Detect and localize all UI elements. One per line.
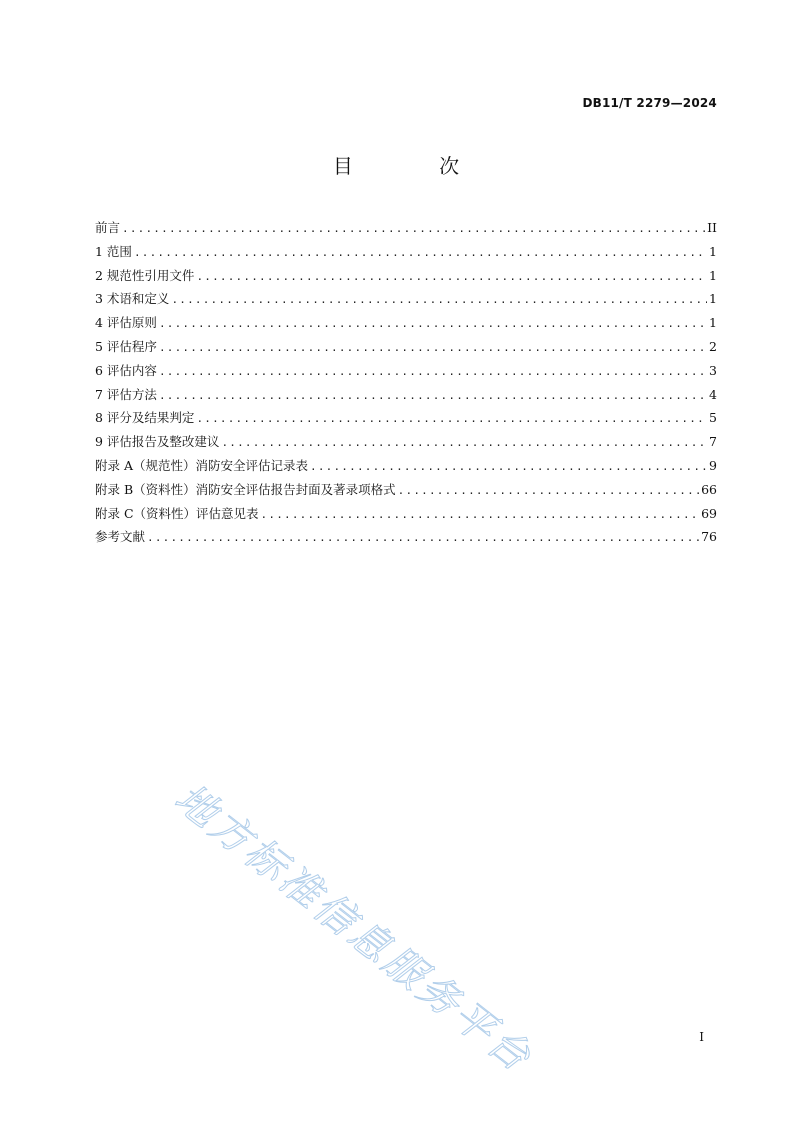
dot-leader — [221, 431, 707, 455]
dot-leader — [171, 288, 707, 312]
toc-entry-page: 66 — [701, 481, 717, 497]
toc-entry-label: 附录 B（资料性）消防安全评估报告封面及著录项格式 — [95, 481, 396, 497]
toc-entry-label: 7 评估方法 — [95, 386, 157, 402]
dot-leader — [147, 526, 699, 550]
toc-entry-label: 参考文献 — [95, 529, 146, 545]
toc-entry-label: 8 评分及结果判定 — [95, 410, 195, 426]
dot-leader — [196, 407, 707, 431]
toc-entry-page: 7 — [709, 434, 717, 450]
toc-entry-page: 1 — [709, 291, 717, 307]
toc-entry-label: 9 评估报告及整改建议 — [95, 434, 220, 450]
toc-entry-label: 附录 C（资料性）评估意见表 — [95, 505, 259, 521]
dot-leader — [310, 455, 707, 479]
toc-entry-label: 5 评估程序 — [95, 338, 157, 354]
toc-entry-page: 1 — [709, 243, 717, 259]
dot-leader — [134, 241, 707, 265]
toc-entry-content[interactable] — [95, 359, 717, 383]
toc-entry-label: 前言 — [95, 220, 121, 235]
toc-entry-report[interactable] — [95, 430, 717, 454]
toc-entry-terms-definitions[interactable] — [95, 287, 717, 311]
watermark: 地方标准信息服务平台 — [166, 775, 542, 1083]
toc-entry-scope[interactable] — [95, 240, 717, 264]
toc-entry-label: 4 评估原则 — [95, 315, 157, 331]
toc-entry-label: 6 评估内容 — [95, 362, 157, 378]
toc-entry-page: 4 — [709, 386, 717, 402]
toc-entry-scoring[interactable] — [95, 406, 717, 430]
toc-entry-appendix-c[interactable] — [95, 502, 717, 526]
toc-entry-page: 3 — [709, 362, 717, 378]
toc-entry-page: 1 — [709, 315, 717, 331]
dot-leader — [159, 384, 707, 408]
toc-entry-page: 1 — [709, 267, 717, 283]
toc-entry-appendix-a[interactable] — [95, 454, 717, 478]
toc-entry-page: 9 — [709, 457, 717, 473]
toc-entry-methods[interactable] — [95, 383, 717, 407]
toc-entry-page: 5 — [709, 410, 717, 426]
dot-leader — [122, 217, 705, 241]
toc-entry-normative-references[interactable] — [95, 264, 717, 288]
toc-entry-label: 3 术语和定义 — [95, 291, 170, 307]
table-of-contents — [95, 216, 717, 549]
toc-entry-procedure[interactable] — [95, 335, 717, 359]
toc-entry-label: 附录 A（规范性）消防安全评估记录表 — [95, 457, 309, 473]
dot-leader — [159, 360, 707, 384]
toc-entry-label: 2 规范性引用文件 — [95, 267, 195, 283]
toc-entry-bibliography[interactable] — [95, 525, 717, 549]
dot-leader — [159, 336, 707, 360]
document-code: DB11/T 2279—2024 — [582, 96, 717, 110]
toc-entry-label: 1 范围 — [95, 243, 132, 259]
toc-entry-appendix-b[interactable] — [95, 478, 717, 502]
dot-leader — [196, 265, 707, 289]
page-number: I — [699, 1030, 704, 1044]
dot-leader — [159, 312, 707, 336]
toc-entry-principles[interactable] — [95, 311, 717, 335]
toc-entry-page: 2 — [709, 338, 717, 354]
toc-entry-foreword[interactable] — [95, 216, 717, 240]
toc-entry-page: 69 — [701, 505, 717, 521]
page-title: 目 次 — [332, 154, 500, 178]
toc-entry-page: II — [707, 220, 717, 235]
dot-leader — [261, 503, 700, 527]
dot-leader — [398, 479, 699, 503]
toc-entry-page: 76 — [701, 529, 717, 545]
